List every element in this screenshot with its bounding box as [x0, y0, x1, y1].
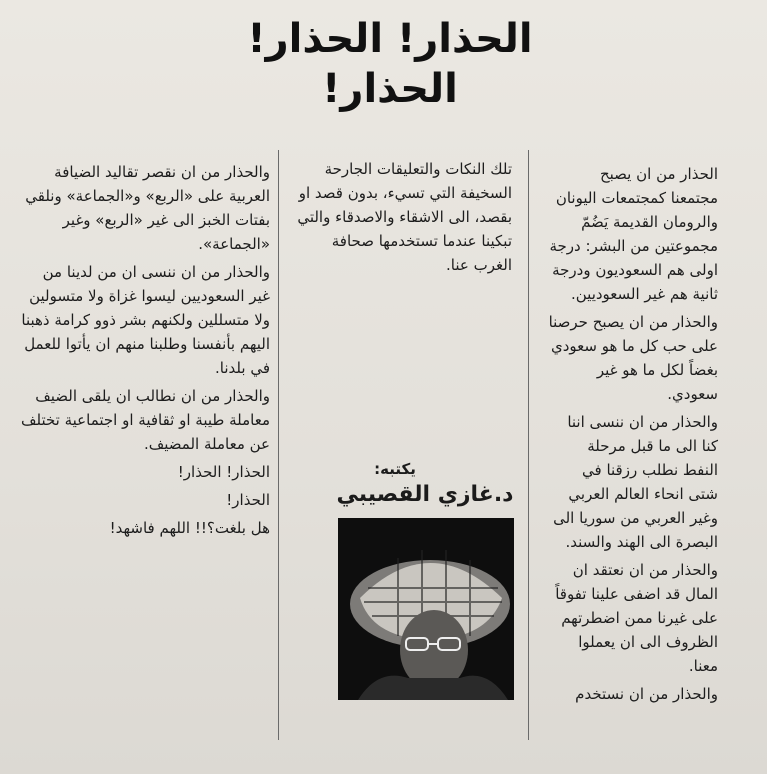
paragraph: والحذار من ان نستخدم — [575, 685, 718, 703]
author-photo — [338, 518, 514, 700]
article-column-left — [20, 160, 270, 544]
closing-line: هل بلغت؟!! اللهم فاشهد! — [109, 519, 270, 537]
author-byline — [330, 460, 520, 507]
closing-line: الحذار! — [226, 491, 270, 509]
byline-label: يكتبه: — [374, 460, 416, 478]
paragraph: والحذار من ان نطالب ان يلقى الضيف معاملة طيبة او ثقافية او اجتماعية تختلف عن معاملة المضيف. — [20, 387, 270, 453]
article-column-middle — [290, 157, 512, 281]
paragraph: والحذار من ان يصبح حرصنا على حب كل ما هو سعودي بغضاً لكل ما هو غير سعودي. — [548, 313, 718, 403]
paragraph: الحذار من ان يصبح مجتمعنا كمجتمعات اليونان والرومان القديمة يَضُمّ مجموعتين من البشر: درجة اولى هم السعوديون ودرجة ثانية هم غير السعوديين. — [549, 165, 718, 303]
paragraph: والحذار من ان نقصر تقاليد الضيافة العربية على «الربع» و«الجماعة» ونلقي بفتات الخبز الى غير «الربع» وغير «الجماعة». — [25, 163, 270, 253]
paragraph: والحذار من ان نعتقد ان المال قد اضفى علينا تفوقاً على غيرنا ممن اضطرتهم الظروف الى ان يعملوا معنا. — [555, 561, 718, 675]
paragraph: والحذار من ان ننسى اننا كنا الى ما قبل مرحلة النفط نطلب رزقنا في شتى انحاء العالم العربي وغير العربي من سوريا الى البصرة الى الهند والسند. — [553, 413, 718, 551]
paragraph: تلك النكات والتعليقات الجارحة السخيفة التي تسيء، بدون قصد او بقصد، الى الاشقاء والاصدقاء والتي تبكينا عندما تستخدمها صحافة الغرب عنا. — [297, 160, 512, 274]
column-divider — [528, 150, 529, 740]
headline-line-1: الحذار! الحذار! — [247, 16, 533, 62]
column-divider — [278, 150, 279, 740]
article-column-right — [548, 162, 718, 710]
headline-line-2: الحذار! — [322, 66, 458, 112]
paragraph: والحذار من ان ننسى ان من لدينا من غير السعوديين ليسوا غزاة ولا متسولين ولا متسللين ولكنهم بشر ذوو كرامة ذهبنا اليهم بأنفسنا وطلبنا منهم ان يأتوا للعمل في بلدنا. — [21, 263, 270, 377]
closing-line: الحذار! الحذار! — [177, 463, 270, 481]
headline — [240, 14, 540, 114]
author-name: د.غازي القصيبي — [336, 482, 514, 507]
author-portrait-image — [338, 518, 514, 700]
